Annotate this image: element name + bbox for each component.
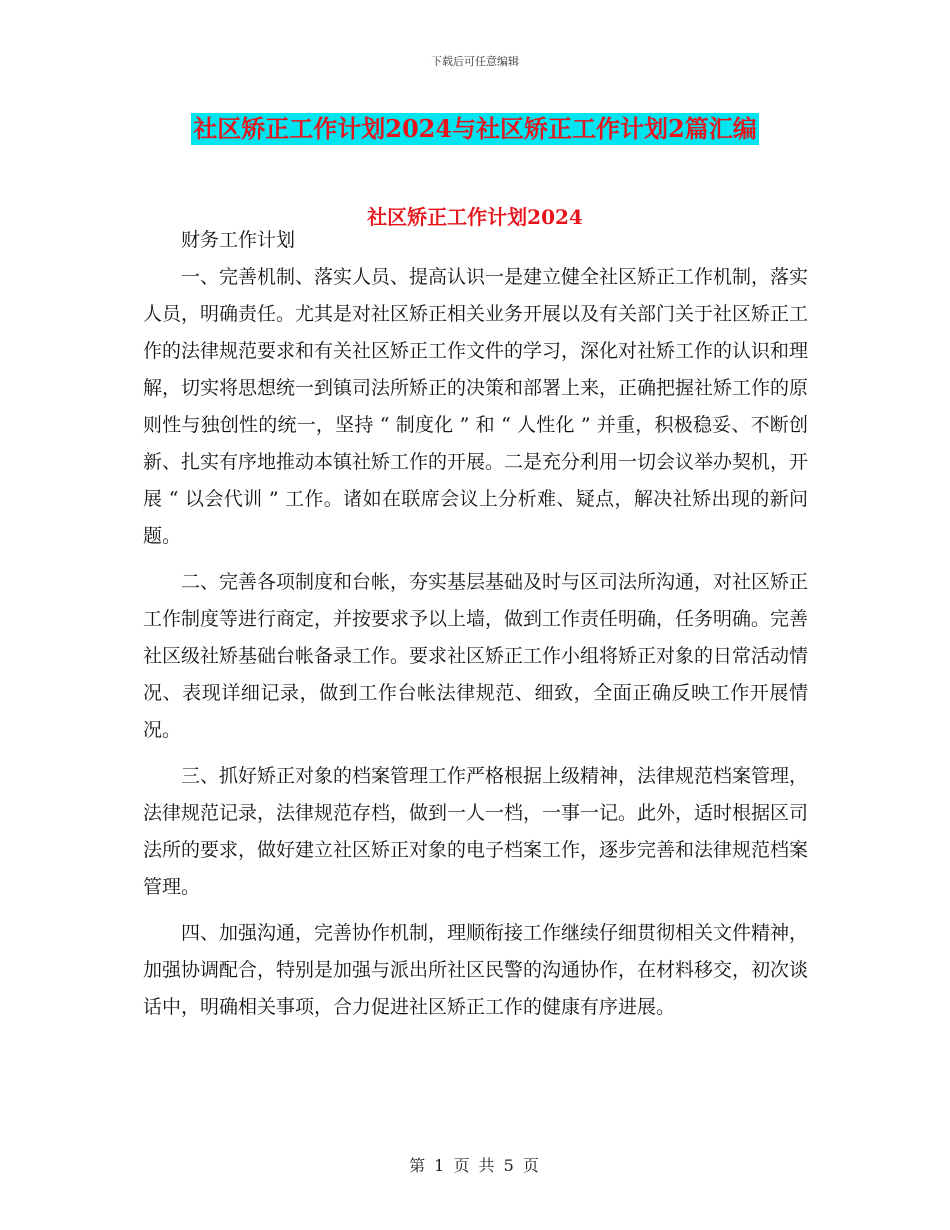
document-title: 社区矫正工作计划2024与社区矫正工作计划2篇汇编 (193, 114, 757, 143)
section-title: 社区矫正工作计划2024 (367, 205, 583, 229)
paragraph-3: 三、抓好矫正对象的档案管理工作严格根据上级精神，法律规范档案管理，法律规范记录，法律规范存档，做到一人一档，一事一记。此外，适时根据区司法所的要求，做好建立社区矫正对象的电子档案工作，逐步完善和法律规范档案管理。 (143, 765, 809, 898)
page-footer: 第 1 页 共 5 页 (409, 1156, 541, 1175)
paragraph-4: 四、加强沟通，完善协作机制，理顺衔接工作继续仔细贯彻相关文件精神，加强协调配合，特别是加强与派出所社区民警的沟通协作，在材料移交，初次谈话中，明确相关事项，合力促进社区矫正工作的健康有序进展。 (143, 922, 809, 1018)
document-body (143, 222, 808, 1026)
paragraph-2: 二、完善各项制度和台帐，夯实基层基础及时与区司法所沟通，对社区矫正工作制度等进行商定，并按要求予以上墙，做到工作责任明确，任务明确。完善社区级社矫基础台帐备录工作。要求社区矫正工作小组将矫正对象的日常活动情况、表现详细记录，做到工作台帐法律规范、细致，全面正确反映工作开展情况。 (143, 571, 809, 741)
header-note: 下载后可任意编辑 (431, 55, 519, 68)
document-title-container (0, 113, 950, 145)
paragraph-1: 一、完善机制、落实人员、提高认识一是建立健全社区矫正工作机制，落实人员，明确责任。尤其是对社区矫正相关业务开展以及有关部门关于社区矫正工作的法律规范要求和有关社区矫正工作文件的学习，深化对社矫工作的认识和理解，切实将思想统一到镇司法所矫正的决策和部署上来，正确把握社矫工作的原则性与独创性的统一，坚持 “ 制度化 ” 和 “ 人性化 ” 并重，积极稳妥、不断创新、扎实有序地推动本镇社矫工作的开展。二是充分利用一切会议举办契机，开展 “ 以会代训 ” 工作。诸如在联席会议上分析难、疑点，解决社矫出现的新问题。 (143, 266, 809, 547)
paragraph-subtitle: 财务工作计划 (181, 229, 296, 251)
